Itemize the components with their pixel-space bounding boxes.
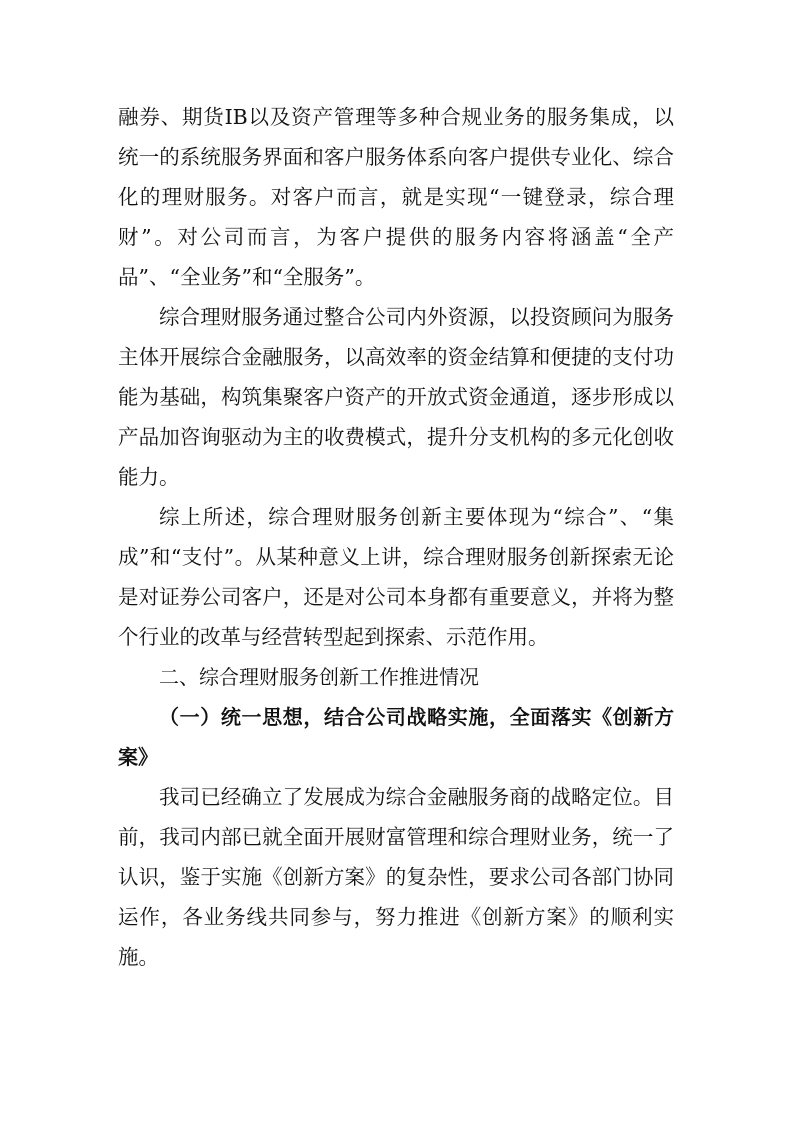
paragraph-summary: 综上所述，综合理财服务创新主要体现为“综合”、“集成”和“支付”。从某种意义上讲，综合理财服务创新探索无论是对证券公司客户，还是对公司本身都有重要意义，并将为整个行业的改革与经营转型起到探索、示范作用。: [118, 505, 674, 649]
paragraph-integration: 综合理财服务通过整合公司内外资源，以投资顾问为服务主体开展综合金融服务，以高效率的资金结算和便捷的支付功能为基础，构筑集聚客户资产的开放式资金通道，逐步形成以产品加咨询驱动为主的收费模式，提升分支机构的多元化创收能力。: [118, 305, 674, 489]
subsection-heading: （一）统一思想，结合公司战略实施，全面落实《创新方案》: [118, 705, 674, 769]
document-body: [118, 97, 674, 977]
paragraph-continuation: 融券、期货IB以及资产管理等多种合规业务的服务集成，以统一的系统服务界面和客户服务体系向客户提供专业化、综合化的理财服务。对客户而言，就是实现“一键登录，综合理财”。对公司而言，为客户提供的服务内容将涵盖“全产品”、“全业务”和“全服务”。: [118, 105, 674, 289]
paragraph-strategy: 我司已经确立了发展成为综合金融服务商的战略定位。目前，我司内部已就全面开展财富管理和综合理财业务，统一了认识，鉴于实施《创新方案》的复杂性，要求公司各部门协同运作，各业务线共同参与，努力推进《创新方案》的顺利实施。: [118, 785, 674, 969]
section-heading: 二、综合理财服务创新工作推进情况: [159, 665, 479, 689]
